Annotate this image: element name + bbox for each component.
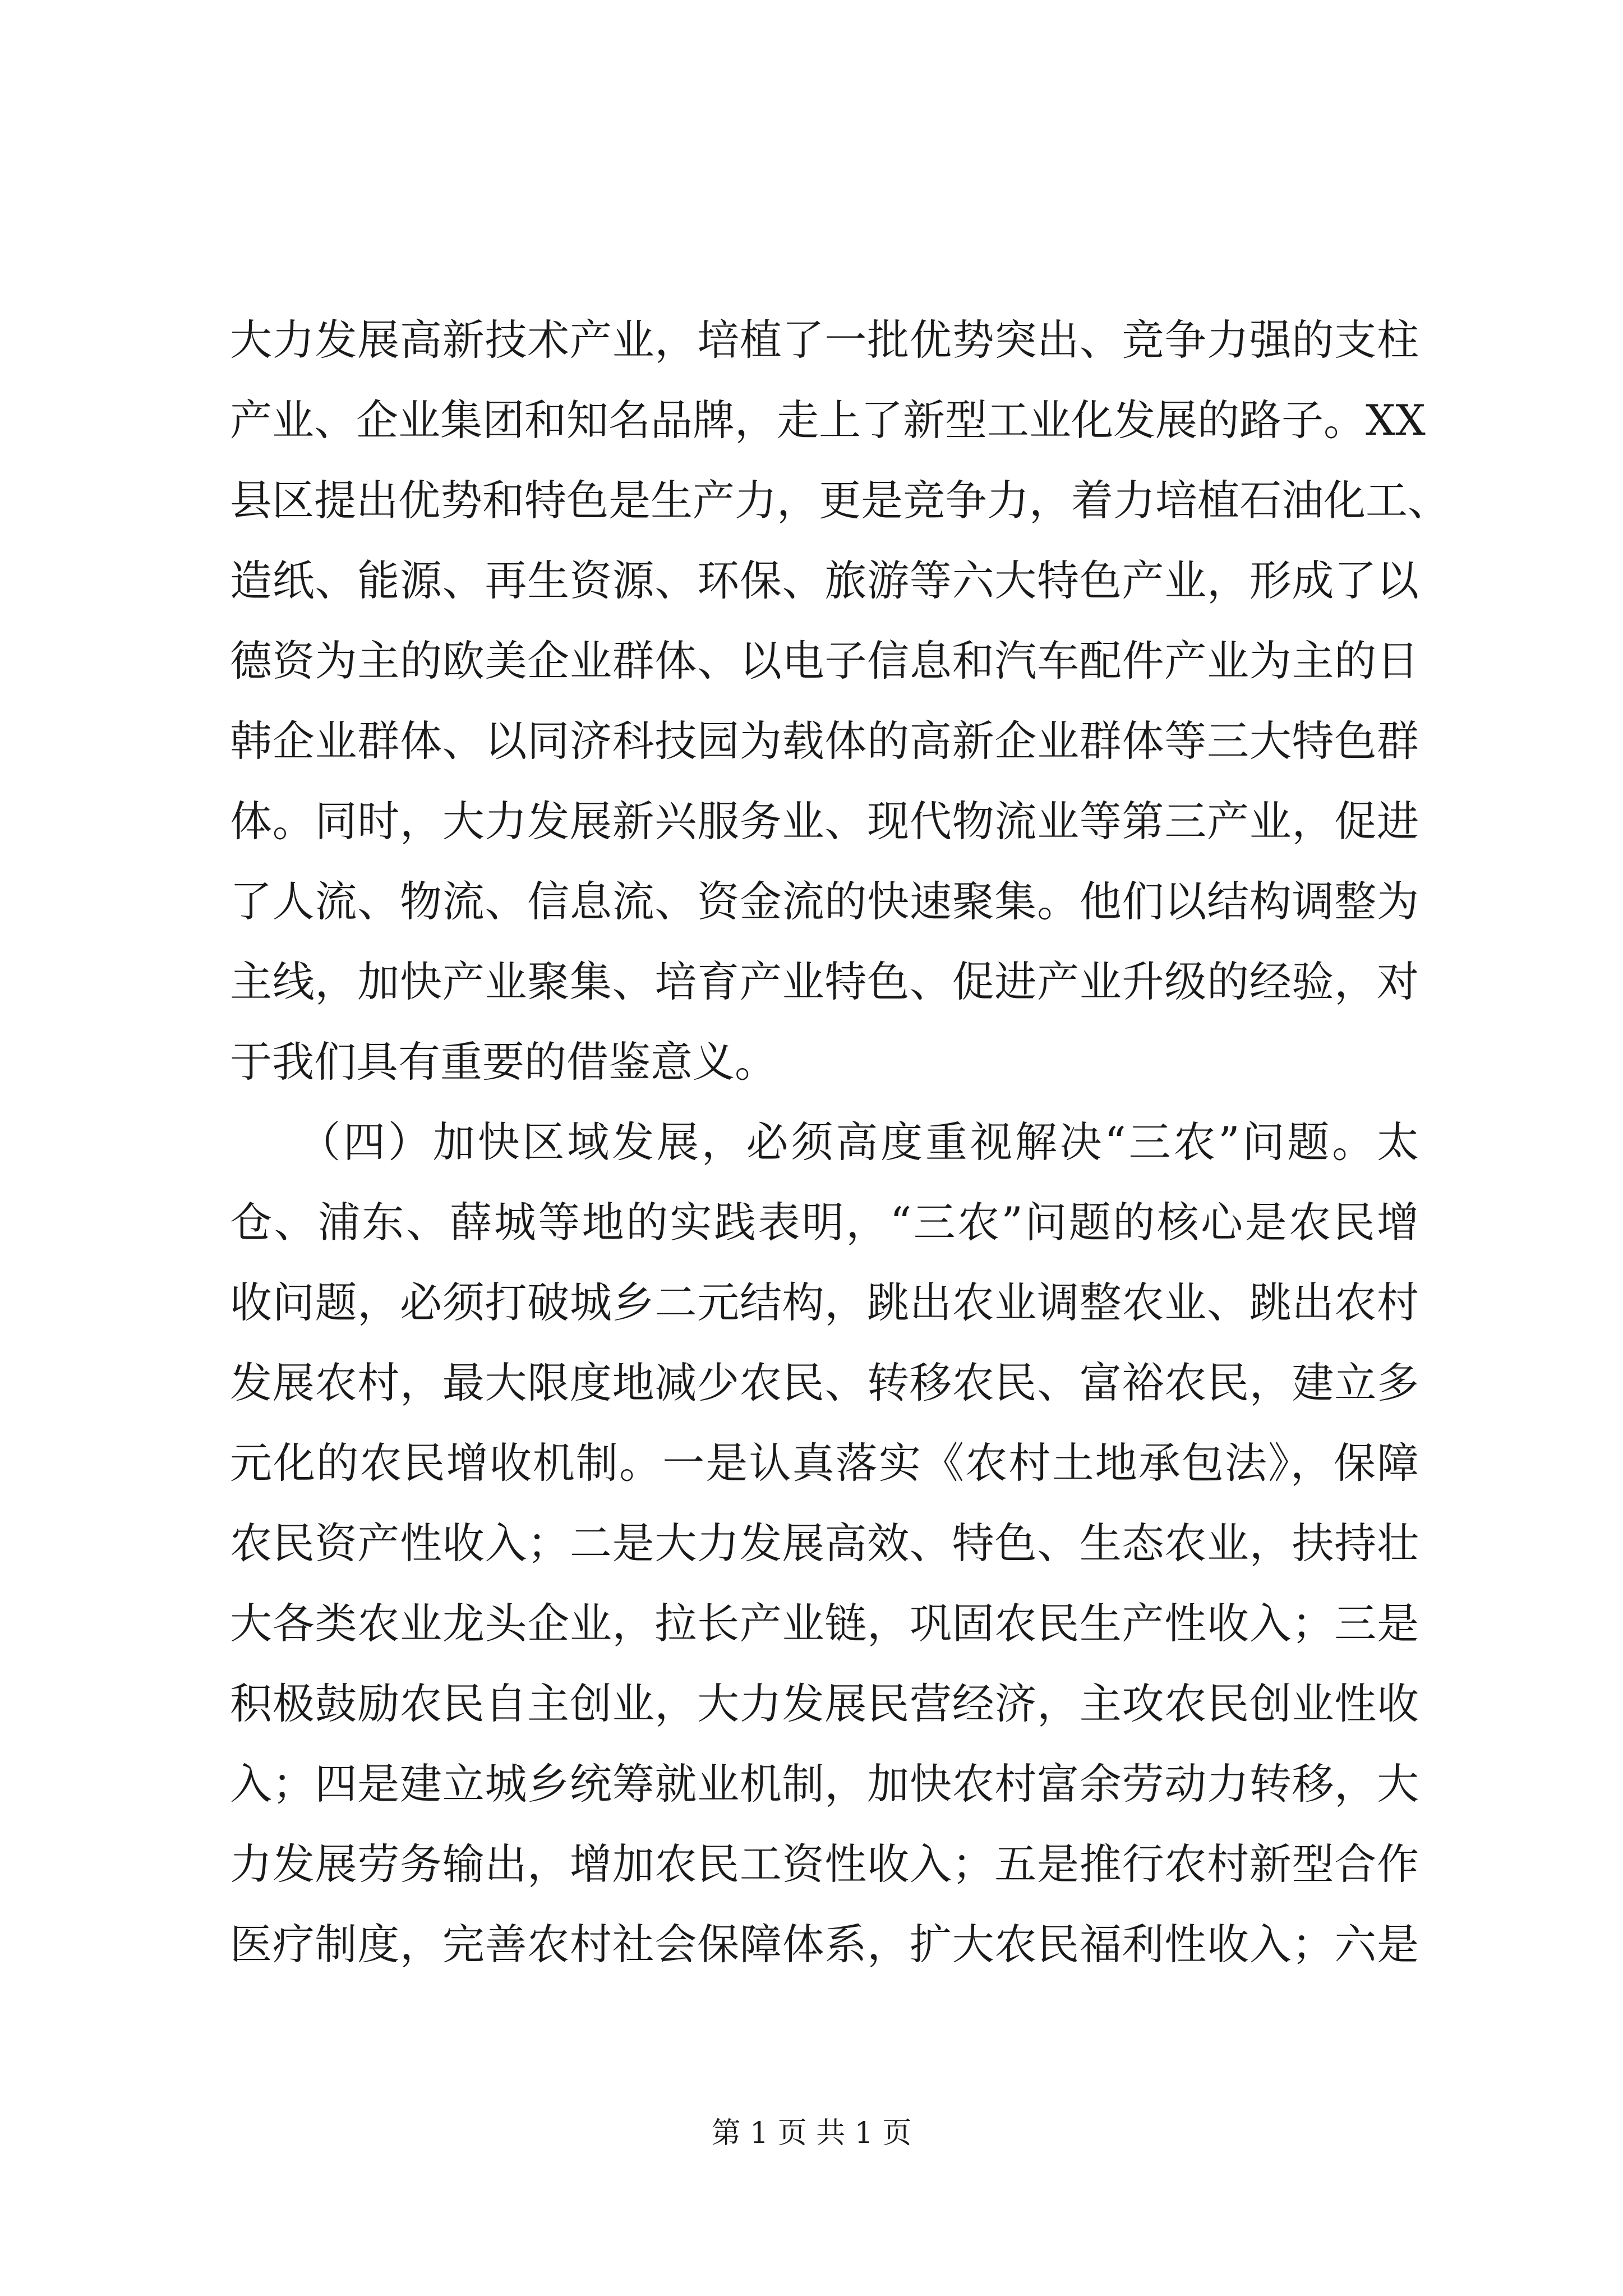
page-number: 第 1 页 共 1 页 [711,2116,912,2150]
text-line: 力发展劳务输出，增加农民工资性收入；五是推行农村新型合作 [230,1839,1419,1889]
text-line: 收问题，必须打破城乡二元结构，跳出农业调整农业、跳出农村 [230,1278,1419,1327]
text-line: 韩企业群体、以同济科技园为载体的高新企业群体等三大特色群 [230,716,1419,766]
text-line: 入；四是建立城乡统筹就业机制，加快农村富余劳动力转移，大 [230,1759,1419,1809]
text-line: 医疗制度，完善农村社会保障体系，扩大农民福利性收入；六是 [230,1920,1419,1969]
text-line: 大各类农业龙头企业，拉长产业链，巩固农民生产性收入；三是 [230,1599,1419,1648]
text-line: 积极鼓励农民自主创业，大力发展民营经济，主攻农民创业性收 [230,1679,1419,1728]
text-line: 发展农村，最大限度地减少农民、转移农民、富裕农民，建立多 [230,1358,1419,1407]
text-line: 主线，加快产业聚集、培育产业特色、促进产业升级的经验，对 [230,957,1419,1006]
text-line: 德资为主的欧美企业群体、以电子信息和汽车配件产业为主的日 [230,636,1419,685]
text-line: 造纸、能源、再生资源、环保、旅游等六大特色产业，形成了以 [230,556,1419,605]
text-line: 农民资产性收入；二是大力发展高效、特色、生态农业，扶持壮 [230,1519,1419,1568]
text-line: 产业、企业集团和知名品牌，走上了新型工业化发展的路子。XX [230,395,1426,445]
text-line: 了人流、物流、信息流、资金流的快速聚集。他们以结构调整为 [230,877,1419,926]
text-line: 仓、浦东、薛城等地的实践表明，“三农”问题的核心是农民增 [230,1198,1419,1247]
text-line: （四）加快区域发展，必须高度重视解决“三农”问题。太 [230,1117,1419,1167]
text-line: 于我们具有重要的借鉴意义。 [230,1037,777,1087]
text-line: 县区提出优势和特色是生产力，更是竞争力，着力培植石油化工、 [230,476,1450,525]
body-text [230,300,1450,1985]
text-line: 大力发展高新技术产业，培植了一批优势突出、竞争力强的支柱 [230,315,1419,365]
text-line: 元化的农民增收机制。一是认真落实《农村土地承包法》，保障 [230,1438,1419,1488]
text-line: 体。同时，大力发展新兴服务业、现代物流业等第三产业，促进 [230,797,1419,846]
